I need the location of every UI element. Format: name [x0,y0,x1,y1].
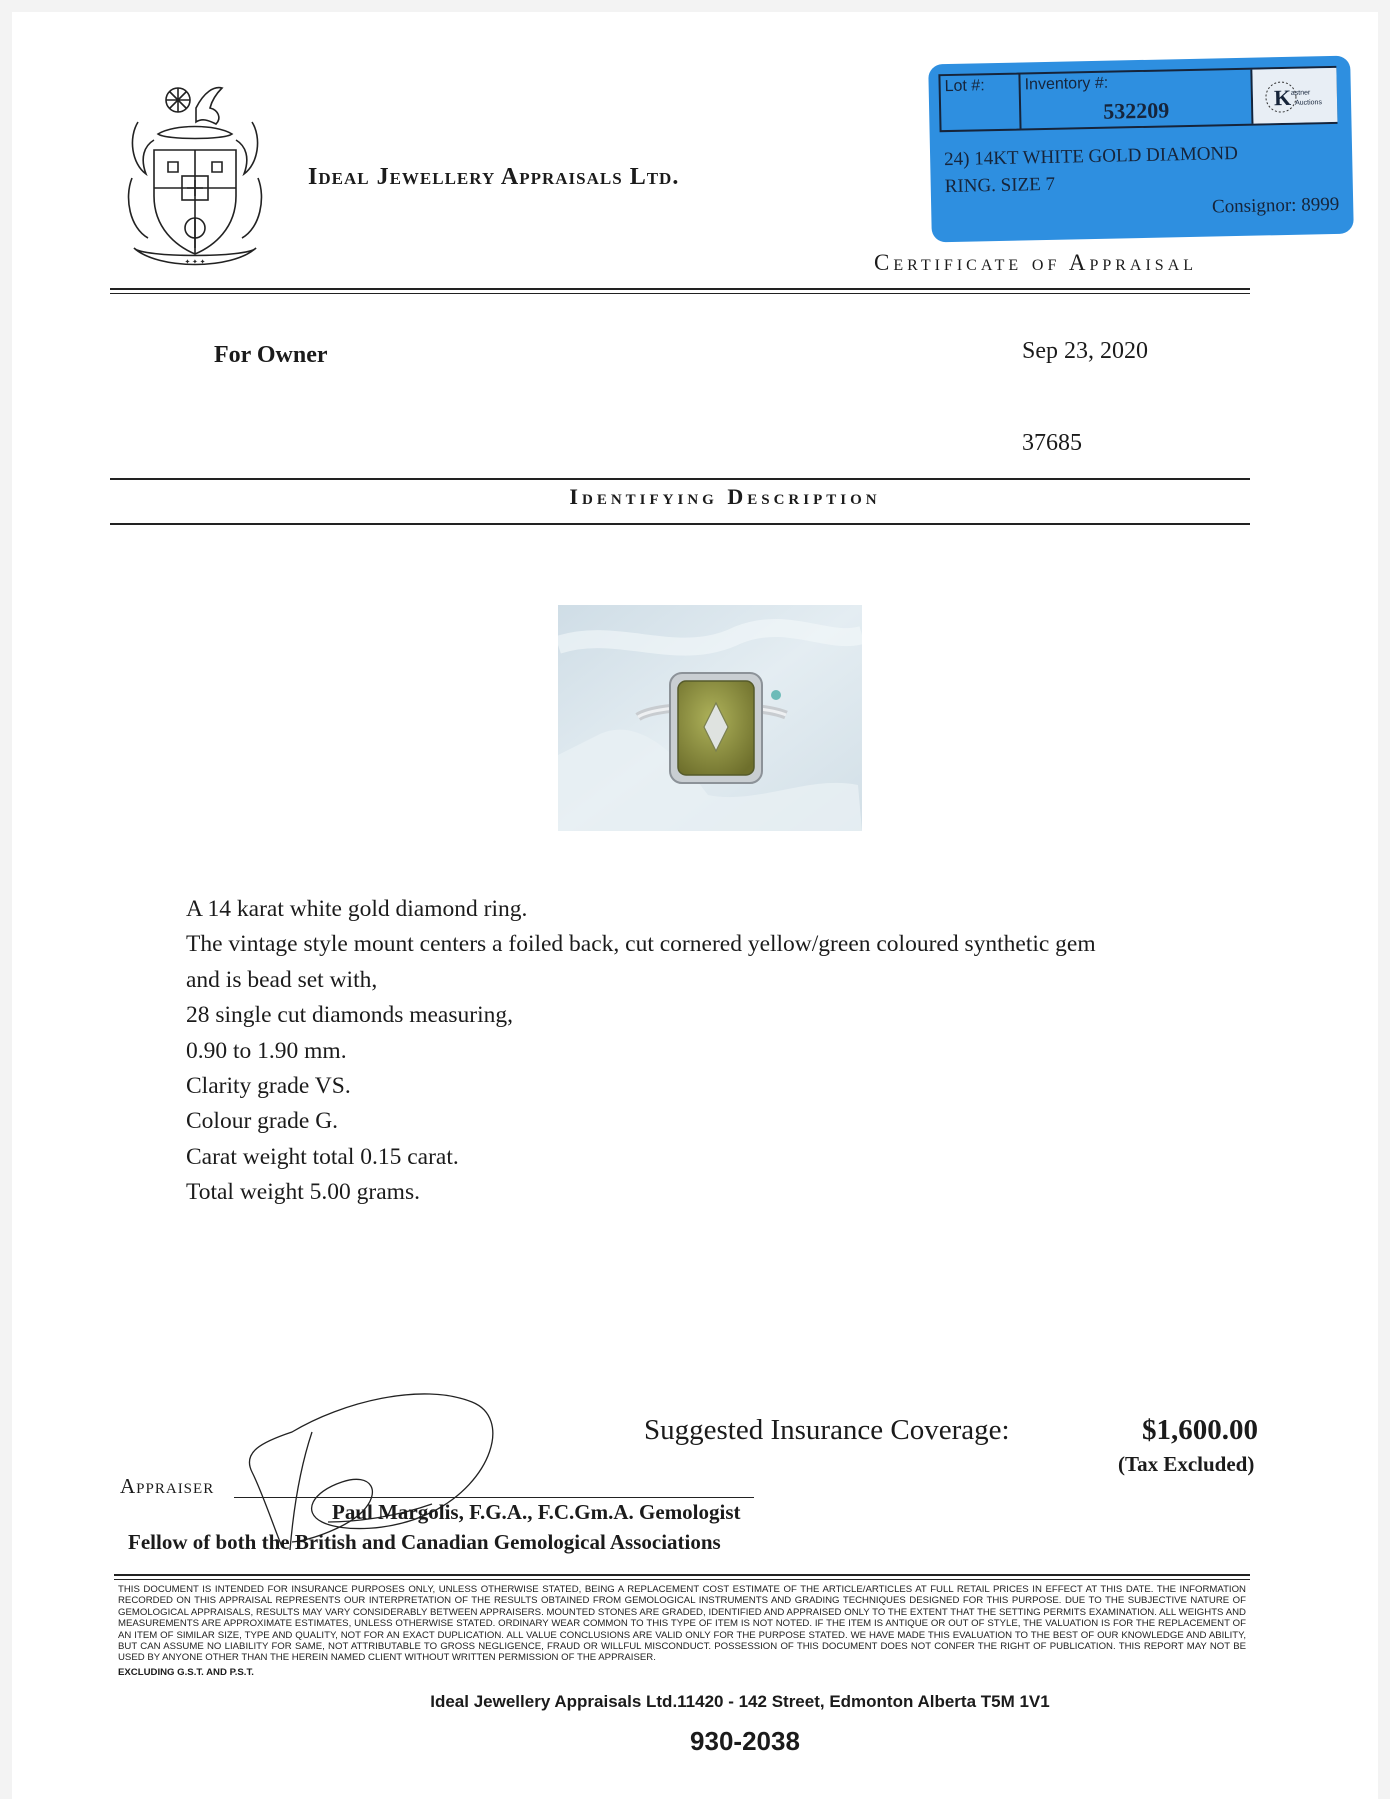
divider [110,523,1250,525]
company-phone: 930-2038 [690,1726,800,1756]
lot-cell [940,75,1021,131]
description-line: Clarity grade VS. [186,1073,351,1100]
company-address: Ideal Jewellery Appraisals Ltd.11420 - 142 Street, Edmonton Alberta T5M 1V1 [430,1692,1050,1711]
appraiser-label: Appraiser [120,1474,215,1498]
description-line: 28 single cut diamonds measuring, [186,1002,513,1029]
description-line: 0.90 to 1.90 mm. [186,1037,347,1064]
description-line: Total weight 5.00 grams. [186,1179,420,1206]
description-line: Carat weight total 0.15 carat. [186,1143,459,1170]
svg-text:✦ ✦ ✦: ✦ ✦ ✦ [184,258,206,266]
kastner-auctions-logo [1262,74,1327,119]
svg-text:Auctions: Auctions [1295,99,1323,107]
certificate-page [12,12,1378,1799]
ring-photo [558,605,862,831]
auction-tag [928,56,1354,243]
svg-text:K: K [1273,84,1292,111]
legal-disclaimer: THIS DOCUMENT IS INTENDED FOR INSURANCE PURPOSES ONLY, UNLESS OTHERWISE STATED, BEING A REPLACEMENT COST ESTIMATE OF THE ARTICLE/ARTICLES AT FULL RETAIL PRICES IN EFFECT AT THIS DATE. THE INFORMATION RECORDED ON THIS APPRAISAL REPRESENTS OUR INTERPRETATION OF THE RESULTS OBTAINED FROM GEMOLOGICAL INSTRUMENTS AND GRADING TECHNIQUES DESIGNED FOR THIS PURPOSE. DUE TO THE SUBJECTIVE NATURE OF GEMOLOGICAL APPRAISALS, RESULTS MAY VARY CONSIDERABLY BETWEEN APPRAISERS. MOUNTED STONES ARE GRADED, IDENTIFIED AND APPRAISED ONLY TO THE EXTENT THAT THE SETTING PERMITS EXAMINATION. ALL WEIGHTS AND MEASUREMENTS ARE APPROXIMATE ESTIMATES, UNLESS OTHERWISE STATED. ORDINARY WEAR COMMON TO THIS TYPE OF ITEM IS NOT NOTED. IF THE ITEM IS ANTIQUE OR OUT OF STYLE, THE VALUATION IS FOR THE REPLACEMENT OF AN ITEM OF SIMILAR SIZE, TYPE AND QUALITY, NOT FOR AN EXACT DUPLICATION. ALL VALUE CONCLUSIONS ARE VALID ONLY FOR THE PURPOSE STATED. WE HAVE MADE THIS EVALUATION TO THE BEST OF OUR KNOWLEDGE AND ABILITY, BUT CAN ASSUME NO LIABILITY FOR SAME, NOT ATTRIBUTABLE TO GROSS NEGLIGENCE, FRAUD OR WILLFUL MISCONDUCT. POSSESSION OF THIS DOCUMENT DOES NOT CONFER THE RIGHT OF PUBLICATION. THIS REPORT MAY NOT BE USED BY ANYONE OTHER THAN THE HEREIN NAMED CLIENT WITHOUT WRITTEN PERMISSION OF THE APPRAISER. [118,1584,1246,1664]
divider [110,293,1250,294]
coverage-label: Suggested Insurance Coverage: [644,1414,1010,1446]
inventory-label: Inventory #: [1024,74,1109,94]
inventory-number: 532209 [1102,97,1170,124]
tax-note: (Tax Excluded) [1118,1452,1255,1476]
tax-exclusion-note: EXCLUDING G.S.T. AND P.S.T. [118,1667,254,1678]
description-line: Colour grade G. [186,1108,339,1135]
appraisal-date: Sep 23, 2020 [1022,338,1148,364]
appraiser-signature [232,1372,532,1552]
certificate-title: Certificate of Appraisal [874,250,1198,275]
inventory-cell [1020,70,1253,129]
divider [114,1574,1250,1576]
coat-of-arms-logo [118,78,272,274]
divider [110,478,1250,480]
auction-house-logo-cell [1252,68,1337,124]
description-line: A 14 karat white gold diamond ring. [186,896,528,922]
company-name: Ideal Jewellery Appraisals Ltd. [308,164,680,190]
auction-tag-description-line: 24) 14KT WHITE GOLD DIAMOND [943,142,1239,171]
section-title: Identifying Description [569,484,881,509]
divider [110,288,1250,290]
auction-tag-description-line: RING. SIZE 7 [944,173,1056,198]
auction-tag-grid [938,66,1337,132]
svg-text:astner: astner [1290,89,1311,97]
divider [114,1579,1250,1580]
appraiser-name: Paul Margolis, F.G.A., F.C.Gm.A. Gemologist [332,1500,741,1524]
lot-label: Lot #: [944,77,985,96]
description-line: and is bead set with, [186,966,378,993]
coverage-value: $1,600.00 [1142,1414,1258,1446]
item-description [186,892,1096,1211]
reference-number: 37685 [1022,430,1082,456]
auction-tag-description [944,140,1239,200]
appraiser-fellowship: Fellow of both the British and Canadian Gemological Associations [128,1530,721,1554]
description-line: The vintage style mount centers a foiled back, cut cornered yellow/green coloured synthetic gem [186,931,1096,958]
signature-line [234,1497,754,1498]
consignor-number: Consignor: 8999 [1211,193,1340,218]
owner-label: For Owner [214,342,328,368]
